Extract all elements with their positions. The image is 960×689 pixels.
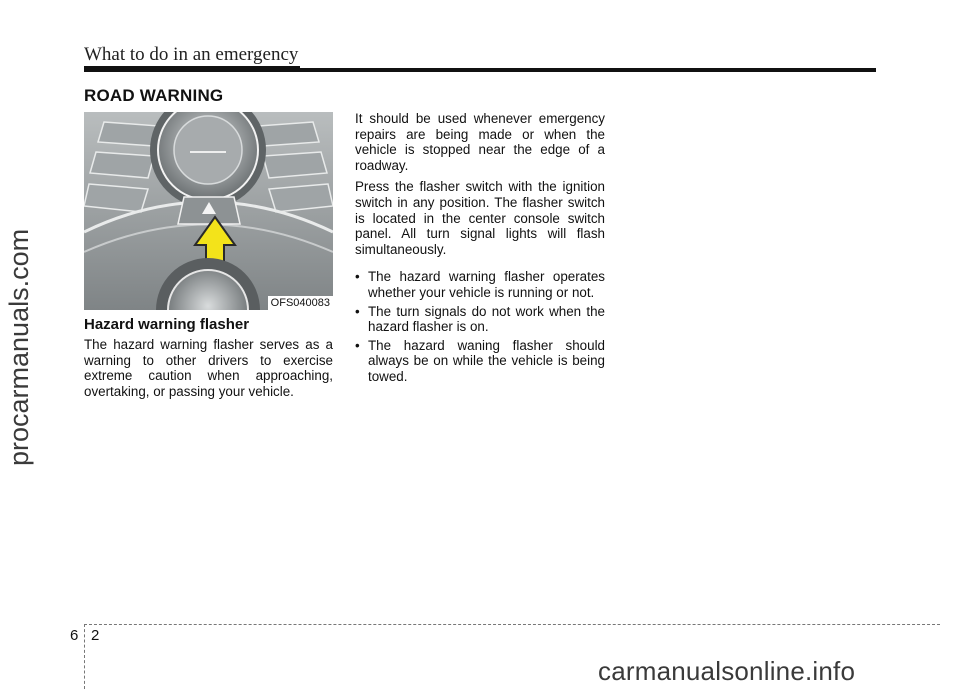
bullet-icon: •: [355, 269, 360, 285]
list-item: [355, 269, 605, 300]
chapter-number: 6: [70, 627, 79, 644]
footer-divider: [84, 624, 85, 689]
list-item: [355, 304, 605, 335]
hazard-flasher-heading: Hazard warning flasher: [84, 316, 250, 333]
bullet-icon: •: [355, 337, 360, 353]
hazard-flasher-paragraph: The hazard warning flasher serves as a warning to other drivers to exercise extreme caution when approaching, overtaking, or passing your vehicle.: [84, 337, 333, 399]
switch-paragraph: Press the flasher switch with the ignition switch in any position. The flasher switch is located in the center console switch panel. All turn signal lights will flash simultaneously.: [355, 179, 605, 257]
section-title: ROAD WARNING: [84, 86, 224, 105]
list-item-text: The turn signals do not work when the hazard flasher is on.: [368, 303, 605, 335]
notes-list: [355, 269, 605, 384]
hazard-switch-illustration: [84, 112, 333, 310]
bullet-icon: •: [355, 303, 360, 319]
figure-code: OFS040083: [268, 296, 333, 310]
right-column: [355, 111, 605, 388]
list-item-text: The hazard waning flasher should always be on while the vehicle is being towed.: [368, 337, 605, 384]
side-watermark: procarmanuals.com: [4, 228, 34, 466]
list-item-text: The hazard warning flasher operates whether your vehicle is running or not.: [368, 269, 605, 300]
usage-paragraph: It should be used whenever emergency repairs are being made or when the vehicle is stopped near the edge of a roadway.: [355, 111, 605, 173]
header-title: What to do in an emergency: [84, 44, 299, 65]
footer-rule: [84, 624, 940, 625]
bottom-watermark: carmanualsonline.info: [598, 656, 856, 686]
hazard-switch-photo: [84, 112, 333, 310]
list-item: [355, 338, 605, 385]
page-number: 2: [91, 627, 100, 644]
header-rule-accent: [84, 66, 300, 72]
